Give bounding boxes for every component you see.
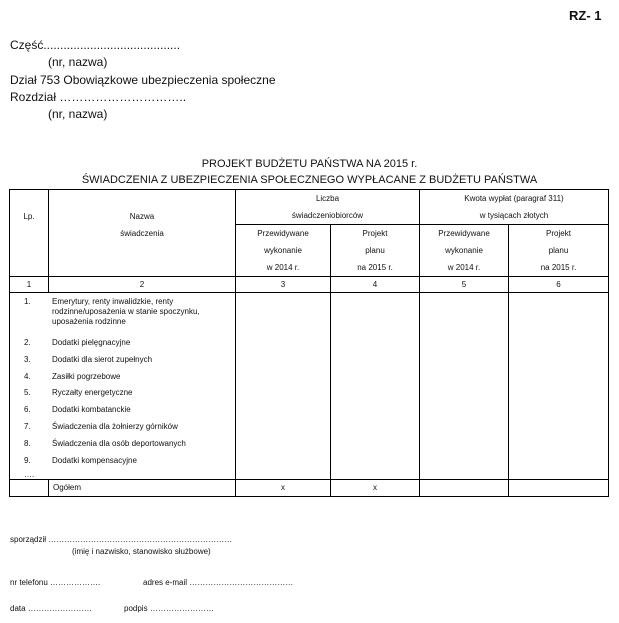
part-field[interactable]: ......................................... — [43, 38, 181, 52]
amount-group-header: Kwota wypłat (paragraf 311) w tysiącach złotych — [420, 190, 609, 225]
column-number: 5 — [420, 277, 509, 293]
prepared-label: sporządził — [10, 535, 47, 544]
item-name: Świadczenia dla żołnierzy górników — [52, 422, 178, 431]
prepared-by-line — [10, 535, 232, 544]
item-number: 8. — [24, 439, 31, 448]
document-title-line2: ŚWIADCZENIA Z UBEZPIECZENIA SPOŁECZNEGO WYPŁACANE Z BUDŻETU PAŃSTWA — [81, 174, 538, 186]
item-name: Emerytury, renty inwalidzkie, renty rodzinne/uposażenia w stanie spoczynku, uposażenia rodzinne — [52, 297, 200, 326]
item-number: 3. — [24, 355, 31, 364]
item-name: Zasiłki pogrzebowe — [52, 372, 121, 381]
column-number: 3 — [236, 277, 331, 293]
total-amount-forecast[interactable] — [420, 480, 509, 497]
total-count-forecast: x — [236, 480, 331, 497]
name-header: Nazwa świadczenia — [49, 190, 236, 277]
total-amount-project[interactable] — [509, 480, 609, 497]
total-count-project: x — [331, 480, 420, 497]
item-number: 1. — [24, 297, 31, 306]
prepared-field[interactable]: …………………………………………………………… — [48, 535, 233, 544]
item-name: Świadczenia dla osób deportowanych — [52, 439, 186, 448]
email-line — [143, 578, 293, 587]
count-forecast-header: Przewidywane wykonanie w 2014 r. — [236, 225, 331, 277]
item-name: Dodatki dla sierot zupełnych — [52, 355, 153, 364]
count-group-header: Liczba świadczeniobiorców — [236, 190, 420, 225]
chapter-line — [10, 90, 186, 104]
signature-field[interactable]: …………………… — [149, 604, 214, 613]
email-field[interactable]: ………………………………… — [189, 578, 294, 587]
phone-field[interactable]: ………………. — [50, 578, 101, 587]
email-label: adres e-mail — [143, 578, 188, 587]
signature-line — [124, 604, 214, 613]
item-name: Ryczałty energetyczne — [52, 388, 133, 397]
column-number: 2 — [49, 277, 236, 293]
column-number: 6 — [509, 277, 609, 293]
phone-line — [10, 578, 100, 587]
items-list — [10, 293, 235, 479]
chapter-label: Rozdział — [10, 90, 57, 104]
chapter-field[interactable]: ………………………….. — [59, 90, 187, 104]
column-number: 4 — [331, 277, 420, 293]
amount-project-header: Projekt planu na 2015 r. — [509, 225, 609, 277]
items-cell — [10, 293, 236, 480]
prepared-hint: (imię i nazwisko, stanowisko służbowe) — [72, 547, 211, 556]
date-label: data — [10, 604, 26, 613]
column-number: 1 — [10, 277, 49, 293]
item-number: 6. — [24, 405, 31, 414]
item-number: 4. — [24, 372, 31, 381]
date-line — [10, 604, 92, 613]
item-number: 9. — [24, 456, 31, 465]
item-name: Dodatki kompensacyjne — [52, 456, 137, 465]
amount-project-cell[interactable] — [509, 293, 609, 480]
count-project-header: Projekt planu na 2015 r. — [331, 225, 420, 277]
part-label: Część — [10, 38, 44, 52]
item-number: 7. — [24, 422, 31, 431]
amount-forecast-cell[interactable] — [420, 293, 509, 480]
total-label: Ogółem — [49, 480, 236, 497]
division-line: Dział 753 Obowiązkowe ubezpieczenia społeczne — [10, 73, 276, 87]
item-name: Dodatki kombatanckie — [52, 405, 131, 414]
item-number: 2. — [24, 338, 31, 347]
count-forecast-cell[interactable] — [236, 293, 331, 480]
lp-header: Lp. — [10, 190, 49, 277]
total-lp-cell — [10, 480, 49, 497]
count-project-cell[interactable] — [331, 293, 420, 480]
form-code: RZ- 1 — [569, 8, 602, 23]
part-line — [10, 38, 180, 52]
benefits-table — [9, 189, 609, 497]
chapter-hint: (nr, nazwa) — [48, 107, 108, 121]
item-number: …. — [24, 470, 35, 479]
signature-label: podpis — [124, 604, 148, 613]
document-title-line1: PROJEKT BUDŻETU PAŃSTWA NA 2015 r. — [201, 158, 418, 170]
item-name: Dodatki pielęgnacyjne — [52, 338, 131, 347]
amount-forecast-header: Przewidywane wykonanie w 2014 r. — [420, 225, 509, 277]
phone-label: nr telefonu — [10, 578, 48, 587]
part-hint: (nr, nazwa) — [48, 55, 108, 69]
item-number: 5. — [24, 388, 31, 397]
date-field[interactable]: …………………… — [27, 604, 92, 613]
